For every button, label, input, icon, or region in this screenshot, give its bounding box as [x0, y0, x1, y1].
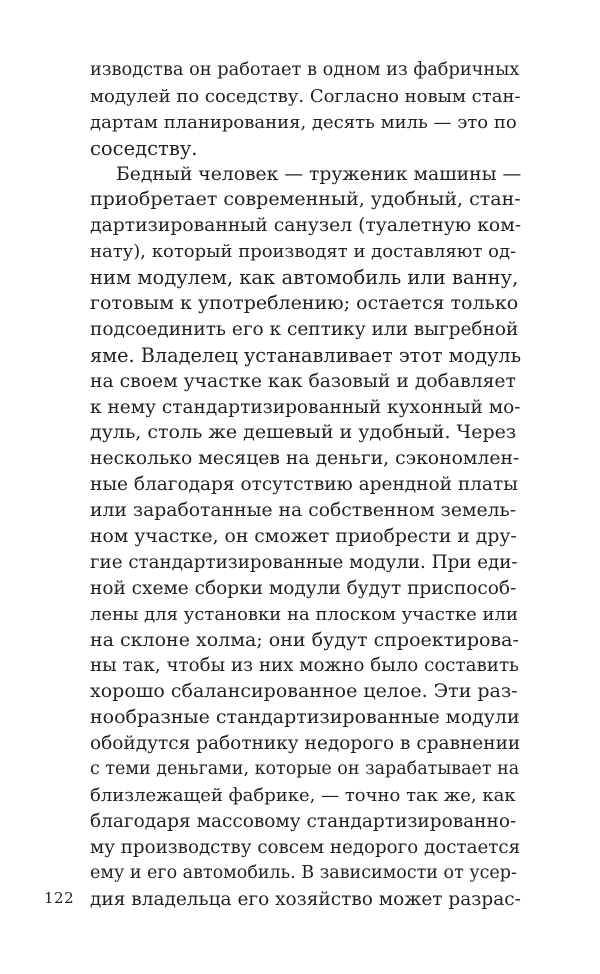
text-line: яме. Владелец устанавливает этот модуль — [90, 343, 522, 367]
text-line: ны так, чтобы из них можно было составить — [90, 655, 519, 677]
text-line: на своем участке как базовый и добавляет — [90, 370, 516, 392]
text-line: изводства он работает в одном из фабричных — [90, 60, 520, 80]
text-line: соседству. — [90, 136, 198, 160]
text-line: ные благодаря отсутствию арендной платы — [90, 474, 518, 496]
text-line: хорошо сбалансированное целое. Эти раз- — [90, 680, 518, 703]
text-line: близлежащей фабрике, — точно так же, как — [90, 784, 516, 806]
text-line: с теми деньгами, которые он зарабатывает на — [90, 759, 520, 780]
text-line: лены для установки на плоском участке или — [90, 603, 518, 625]
text-line: гие стандартизированные модули. При еди- — [90, 551, 518, 573]
text-line: нообразные стандартизированные модули — [90, 706, 520, 729]
text-line: ему и его автомобиль. В зависимости от усер- — [90, 862, 517, 883]
text-line: к нему стандартизированный кухонный мо- — [90, 396, 521, 418]
text-line: модулей по соседству. Согласно новым стан- — [90, 85, 521, 107]
text-line: приобретает современный, удобный, стан- — [90, 188, 521, 211]
text-line: на склоне холма; они будут спроектирова- — [90, 628, 519, 651]
text-line: благодаря массовому стандартизированно- — [90, 810, 517, 832]
text-line: подсоединить его к септику или выгребной — [90, 318, 519, 340]
text-line: Бедный человек — труженик машины — — [116, 163, 522, 185]
text-line: несколько месяцев на деньги, сэкономлен- — [90, 448, 520, 470]
text-line: или заработанные на собственном земель- — [90, 500, 517, 522]
page-number: 122 — [44, 889, 75, 907]
text-line: нату), который производят и доставляют од- — [90, 241, 517, 263]
text-line: ним модулем, как автомобиль или ванну, — [90, 266, 519, 290]
text-line: дуль, столь же дешевый и удобный. Через — [90, 421, 517, 444]
text-line: ном участке, он сможет приобрести и дру- — [90, 526, 517, 548]
text-line: ной схеме сборки модули будут приспособ- — [90, 577, 517, 599]
text-line: дартизированный санузел (туалетную ком- — [90, 215, 522, 237]
text-line: му производству совсем недорого достается — [90, 836, 521, 858]
text-line: дартам планирования, десять миль — это по — [90, 111, 517, 133]
text-line: обойдутся работнику недорого в сравнении — [90, 733, 521, 755]
text-line: дия владельца его хозяйство может разрас- — [90, 888, 521, 910]
text-line: готовым к употреблению; остается только — [90, 292, 519, 315]
body-text — [90, 58, 520, 912]
